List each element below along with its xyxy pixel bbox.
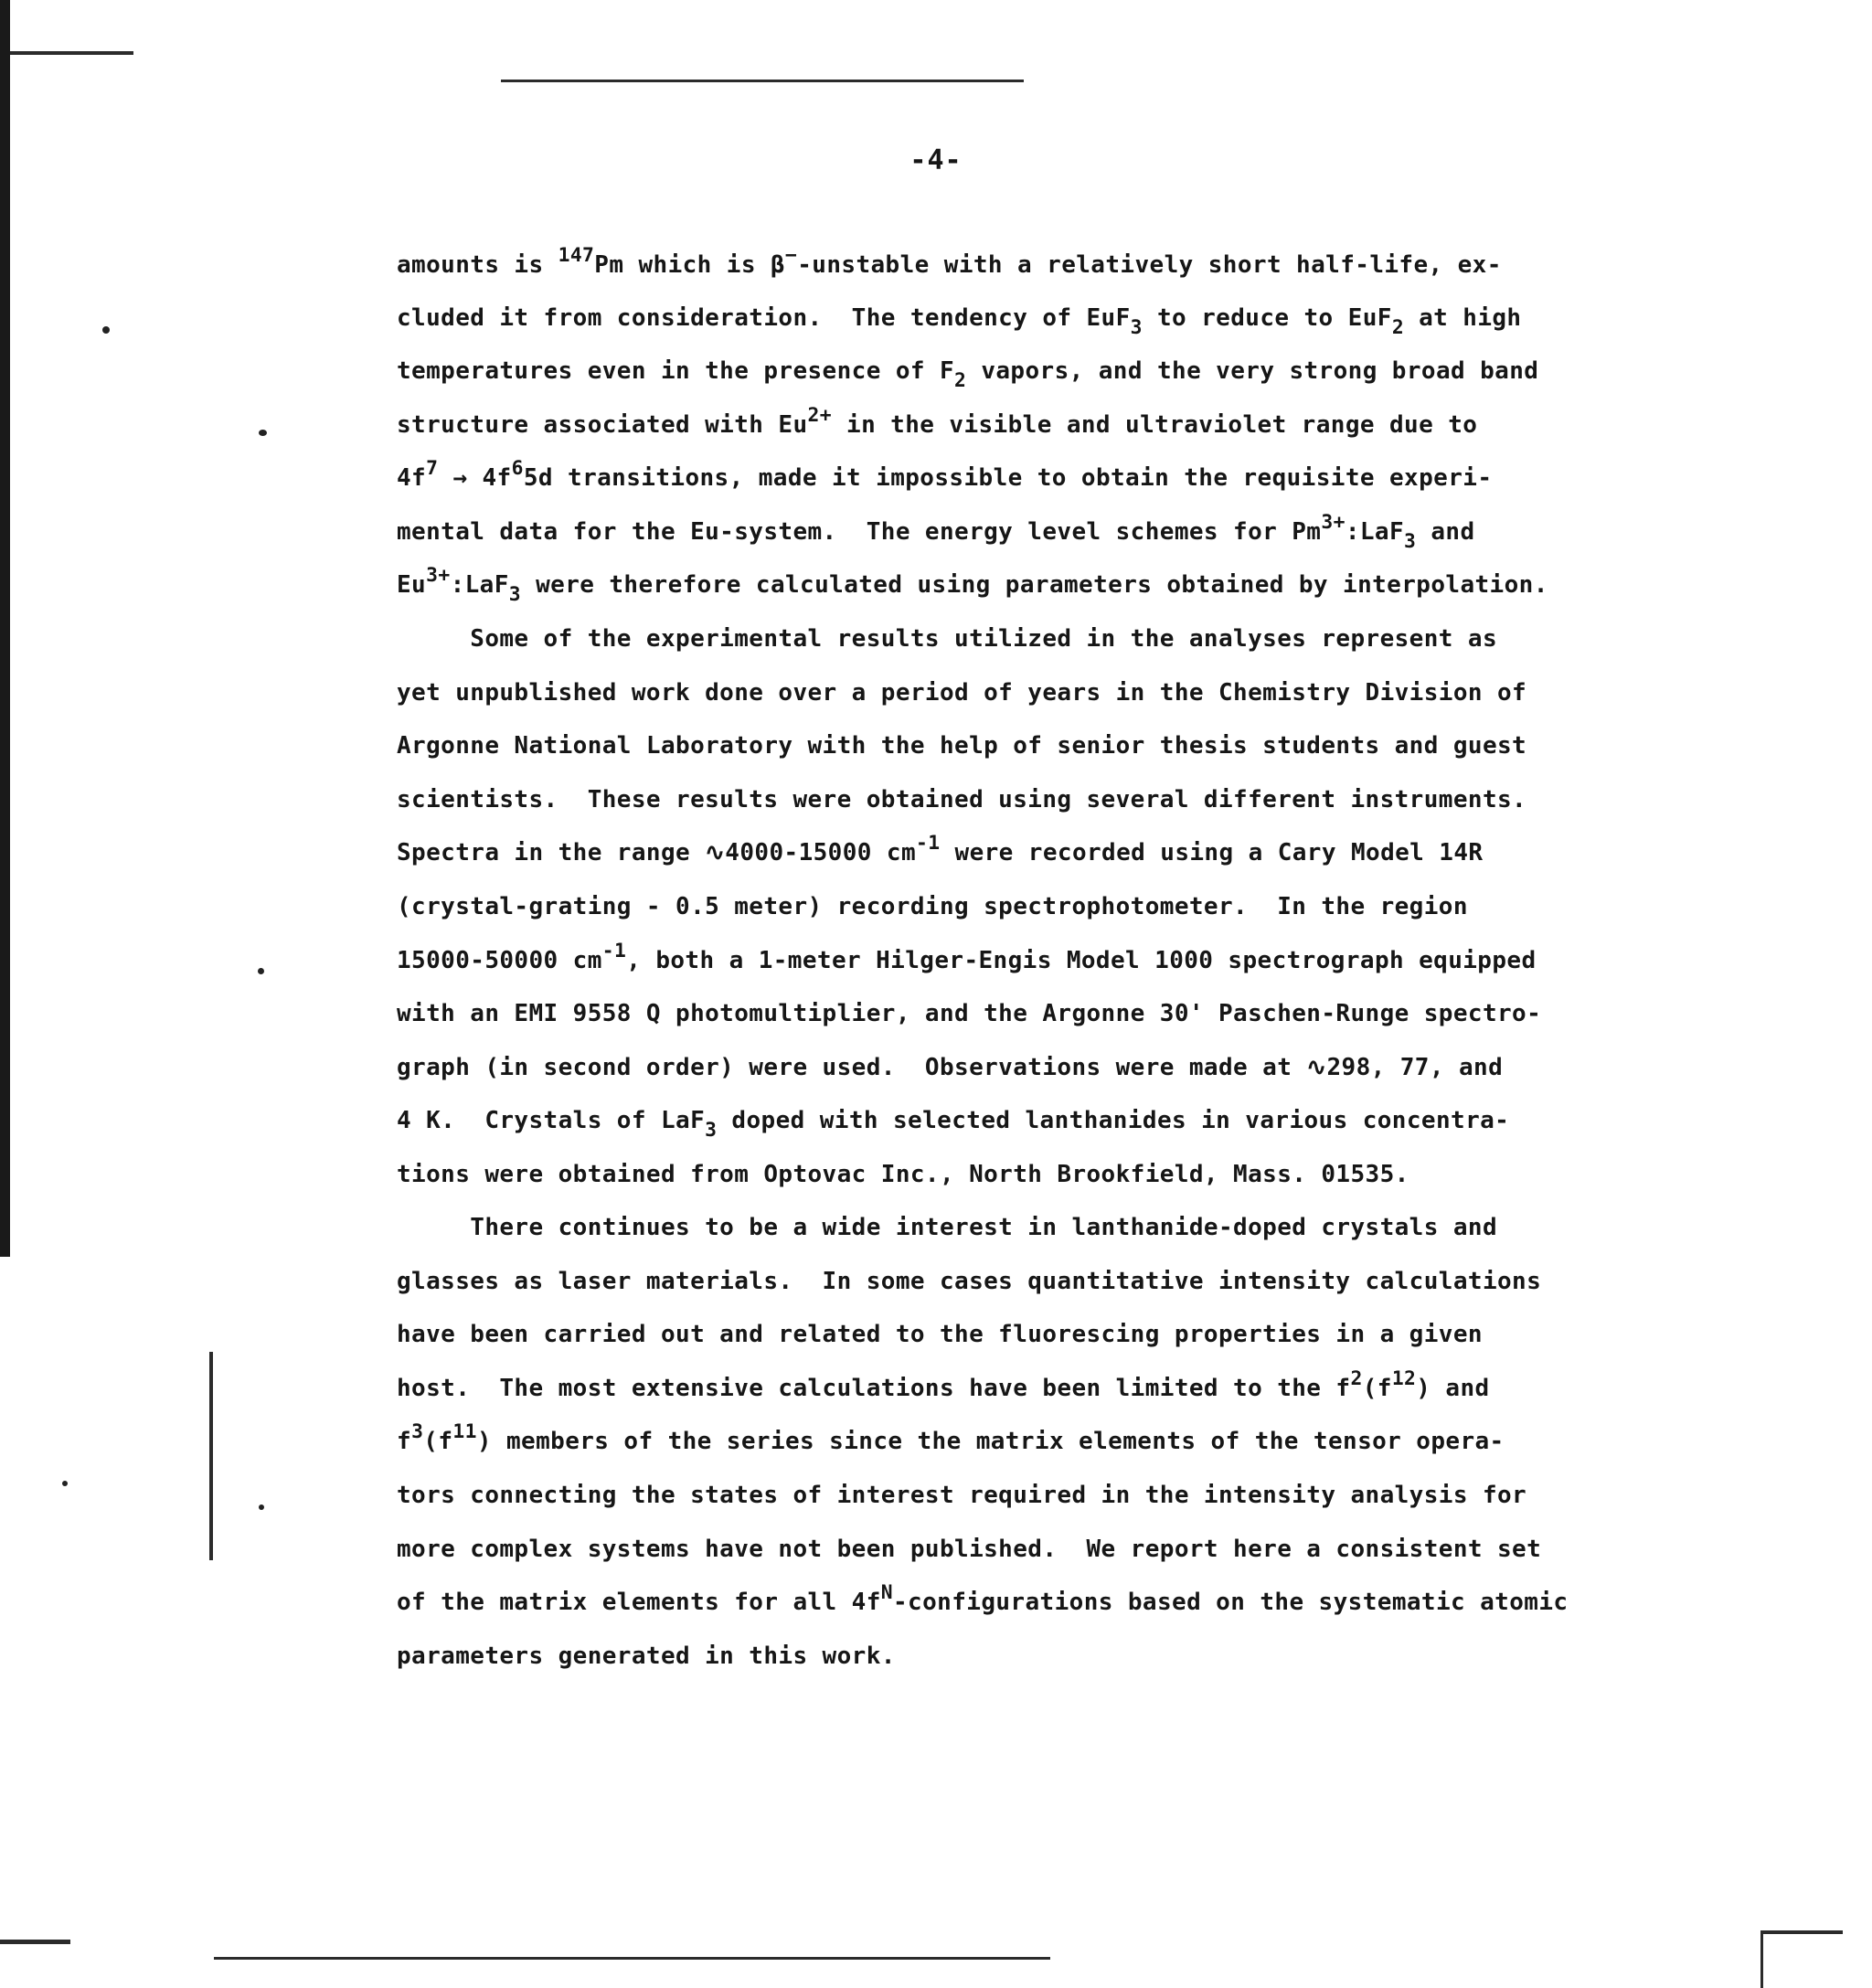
bottom-left-mark bbox=[0, 1940, 70, 1944]
speck bbox=[259, 430, 267, 436]
text-line: more complex systems have not been published. We report here a consistent set bbox=[397, 1536, 1542, 1563]
text-line: scientists. These results were obtained using several different instruments. bbox=[397, 786, 1527, 813]
text-line: graph (in second order) were used. Observations were made at ∿298, 77, and bbox=[397, 1054, 1504, 1081]
text-line: have been carried out and related to the fluorescing properties in a given bbox=[397, 1321, 1483, 1348]
scan-dark-edge bbox=[0, 0, 10, 1257]
page-number: -4- bbox=[909, 144, 963, 176]
text-line: mental data for the Eu-system. The energy level schemes for $Pm^{3+}:LaF_3$ and bbox=[397, 511, 1475, 553]
text-line: temperatures even in the presence of $F_2$ vapors, and the very strong broad band bbox=[397, 357, 1539, 392]
bottom-right-corner-mark-top bbox=[1760, 1930, 1843, 1934]
text-line: host. The most extensive calculations have been limited to the $f^2(f^{12})$ and bbox=[397, 1367, 1490, 1402]
text-line: yet unpublished work done over a period of years in the Chemistry Division of bbox=[397, 679, 1527, 707]
text-line: Spectra in the range ∿4000-15000 $cm^{-1}$ were recorded using a Cary Model 14R bbox=[397, 832, 1484, 866]
text-line: structure associated with $Eu^{2+}$ in the visible and ultraviolet range due to bbox=[397, 404, 1478, 439]
bottom-right-corner-mark bbox=[1760, 1930, 1763, 1988]
text-line: (crystal-grating - 0.5 meter) recording spectrophotometer. In the region bbox=[397, 893, 1468, 920]
text-line: cluded it from consideration. The tendency of EuF$_3$ to reduce to EuF$_2$ at high bbox=[397, 304, 1522, 339]
text-line: glasses as laser materials. In some cases quantitative intensity calculations bbox=[397, 1268, 1542, 1295]
left-margin-bar bbox=[209, 1352, 213, 1560]
text-line: parameters generated in this work. bbox=[397, 1642, 896, 1670]
text-line: tors connecting the states of interest required in the intensity analysis for bbox=[397, 1482, 1527, 1509]
text-line: 4 K. Crystals of LaF$_3$ doped with selected lanthanides in various concentra- bbox=[397, 1107, 1510, 1142]
text-line: Argonne National Laboratory with the help of senior thesis students and guest bbox=[397, 732, 1527, 760]
bottom-rule bbox=[214, 1957, 1050, 1960]
speck bbox=[102, 326, 110, 334]
text-line: 15000-50000 $cm^{-1}$, both a 1-meter Hilger-Engis Model 1000 spectrograph equipped bbox=[397, 940, 1537, 974]
text-line: Some of the experimental results utilized in the analyses represent as bbox=[397, 625, 1497, 653]
text-line: with an EMI 9558 Q photomultiplier, and the Argonne 30' Paschen-Runge spectro- bbox=[397, 1000, 1542, 1027]
text-line: tions were obtained from Optovac Inc., North Brookfield, Mass. 01535. bbox=[397, 1161, 1409, 1188]
speck bbox=[259, 1504, 264, 1510]
top-left-corner-rule bbox=[10, 51, 133, 55]
top-rule bbox=[501, 80, 1024, 82]
text-line: $4f^7 \to 4f^65d$ transitions, made it impossible to obtain the requisite experi- bbox=[397, 457, 1493, 492]
text-line: There continues to be a wide interest in lanthanide-doped crystals and bbox=[397, 1214, 1497, 1241]
speck bbox=[62, 1481, 68, 1486]
text-line: $Eu^{3+}:LaF_3$ were therefore calculated using parameters obtained by interpolation. bbox=[397, 564, 1548, 606]
text-line: of the matrix elements for all $4f^N$-configurations based on the systematic atomic bbox=[397, 1581, 1569, 1616]
speck bbox=[258, 968, 264, 974]
text-line: amounts is $^{147}$Pm which is β−-unstable with a relatively short half-life, ex- bbox=[397, 244, 1502, 279]
text-line: $f^3(f^{11})$ members of the series since the matrix elements of the tensor opera- bbox=[397, 1420, 1505, 1455]
